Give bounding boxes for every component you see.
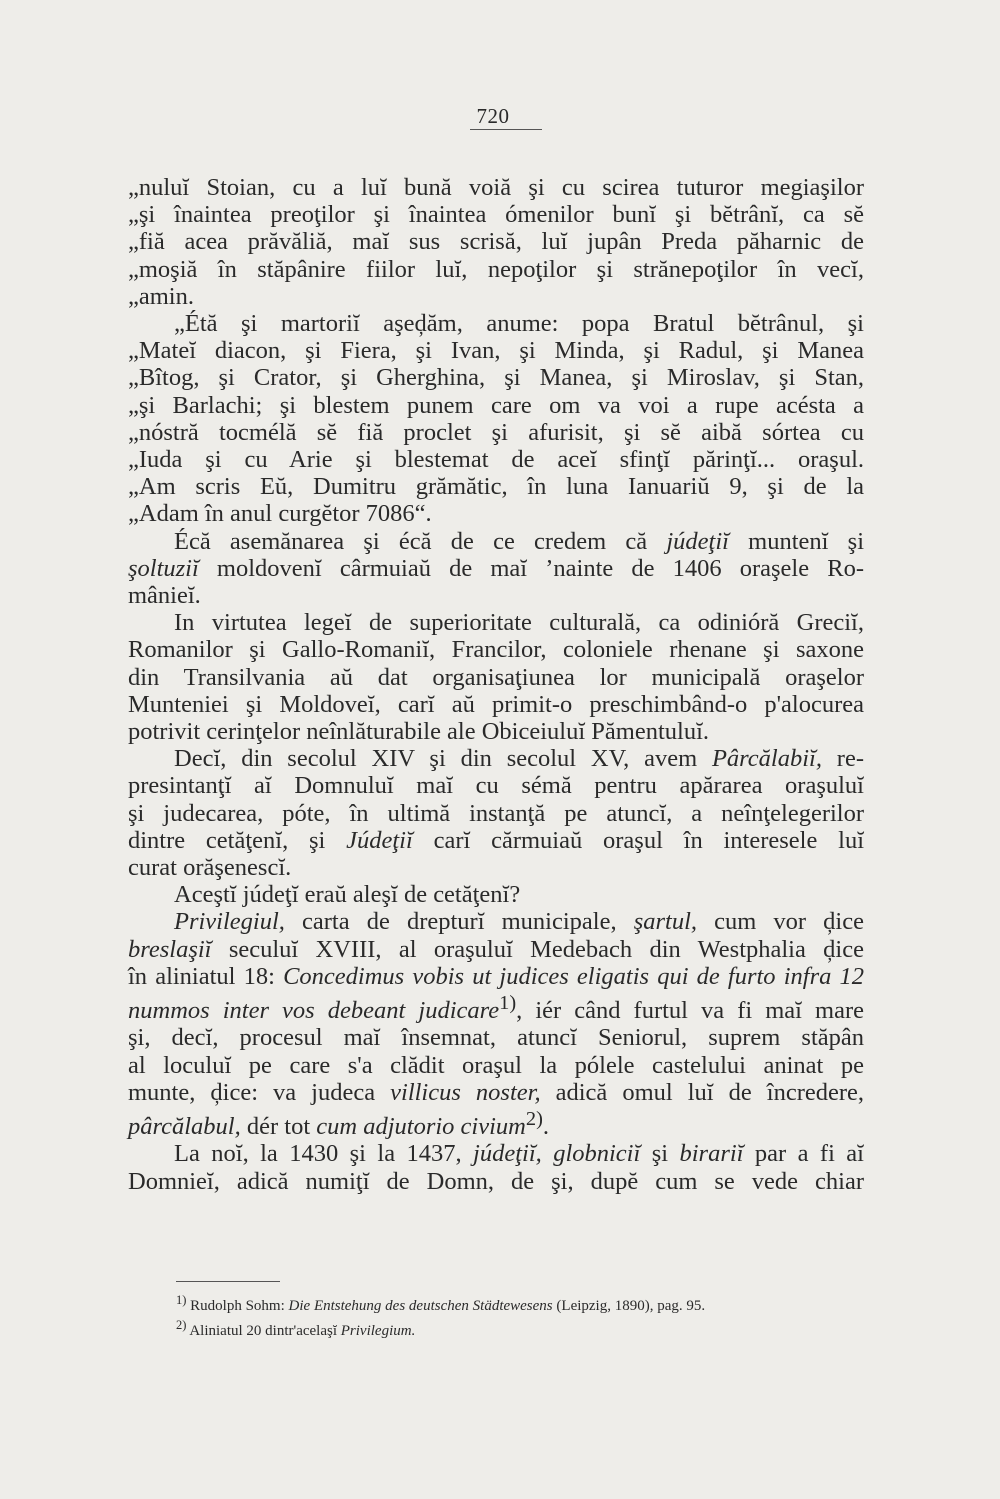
text-line: „Mateĭ diacon, şi Fiera, şi Ivan, şi Minda, şi Radul, şi Manea [128, 337, 864, 365]
text-line: Écă asemănarea şi écă de ce credem că júdeţiĭ muntenĭ şi [174, 527, 864, 555]
text-line: potrivit cerinţelor neînlăturabile ale Obiceiuluĭ Pămentuluĭ. [128, 718, 710, 746]
text-line: „şi înaintea preoţilor şi înaintea ómenilor bunĭ şi bĕtrânĭ, ca sĕ [128, 201, 864, 229]
text-line: breslaşiĭ seculuĭ XVIII, al oraşuluĭ Medebach din Westphalia ḑice [128, 935, 864, 963]
text-line: Privilegiul, carta de drepturĭ municipale, şartul, cum vor ḑice [174, 908, 864, 936]
text-line: „nuluĭ Stoian, cu a luĭ bună voiă şi cu scirea tuturor megiaşilor [128, 174, 864, 201]
text-line: pârcălabul, dér tot cum adjutorio civium$^{2)}$. [128, 1108, 549, 1141]
text-line: şi judecarea, póte, în ultimă instanţă pe atuncĭ, a neînţelegerilor [128, 799, 864, 827]
text-line: La noĭ, la 1430 şi la 1437, júdeţiĭ, globniciĭ şi birariĭ par a fi aĭ [174, 1140, 864, 1168]
text-line: munte, ḑice: va judeca villicus noster, adică omul luĭ de încredere, [128, 1078, 865, 1106]
footnote-rule [176, 1281, 280, 1282]
text-line: In virtutea legeĭ de superioritate culturală, ca odinióră Greciĭ, [174, 609, 864, 637]
text-line: Decĭ, din secolul XIV şi din secolul XV, avem Pârcălabiĭ, re- [174, 745, 864, 773]
text-line: şi, decĭ, procesul maĭ însemnat, atuncĭ Seniorul, suprem stăpân [128, 1024, 864, 1052]
text-line: presintanţĭ aĭ Domnuluĭ maĭ cu sémă pentru apărarea oraşuluĭ [128, 772, 864, 800]
text-line: al loculuĭ pe care s'a clădit oraşul la pólele castelului aninat pe [128, 1051, 864, 1079]
text-line: şoltuziĭ moldovenĭ cârmuiaŭ de maĭ ’nainte de 1406 oraşele Ro- [128, 554, 864, 582]
text-line: „nóstră tocmélă sĕ fiă proclet şi afurisit, şi sĕ aibă sórtea cu [128, 418, 864, 446]
page-number-rule [470, 129, 542, 130]
footnotes [176, 1291, 856, 1341]
text-line: „fiă acea prăvăliă, maĭ sus scrisă, luĭ jupân Preda păharnic de [128, 228, 864, 256]
text-line: Domnieĭ, adică numiţĭ de Domn, de şi, dupĕ cum se vede chiar [128, 1167, 864, 1195]
page-number: 720 [476, 104, 510, 128]
text-line: dintre cetăţenĭ, şi Júdeţiĭ carĭ cărmuiaŭ oraşul în interesele luĭ [128, 826, 864, 854]
text-line: în aliniatul 18: Concedimus vobis ut judices eligatis qui de furto infra 12 [128, 962, 864, 990]
text-line: „Am scris Eŭ, Dumitru grămătic, în luna Ianuariŭ 9, şi de la [128, 473, 864, 501]
text-line: nummos inter vos debeant judicare$^{1)}$, iér când furtul va fi maĭ mare [128, 992, 864, 1025]
text-line: Aceştĭ júdeţĭ eraŭ aleşĭ de cetăţenĭ? [174, 881, 521, 909]
text-line: Munteniei şi Moldoveĭ, carĭ aŭ primit-o preschimbând-o p'alocurea [128, 690, 864, 718]
text-line: „Étă şi martoriĭ aşeḑăm, anume: popa Bratul bĕtrânul, şi [174, 310, 864, 338]
text-line: „Adam în anul curgĕtor 7086“. [128, 500, 432, 528]
text-line: „moşiă în stăpânire fiilor luĭ, nepoţilor şi strănepoţilor în vecĭ, [128, 255, 864, 283]
text-line: „amin. [128, 282, 194, 310]
text-line: din Transilvania aŭ dat organisaţiunea lor municipală oraşelor [128, 663, 864, 691]
footnote: $^{2)}$ Aliniatul 20 dintr'acelaşĭ Privilegium. [176, 1318, 416, 1339]
text-line: Romanilor şi Gallo-Romaniĭ, Francilor, coloniele rhenane şi saxone [128, 636, 864, 664]
body-text [128, 174, 864, 1195]
text-line: mânieĭ. [128, 582, 201, 610]
text-line: „Bîtog, şi Crator, şi Gherghina, şi Manea, şi Miroslav, şi Stan, [128, 364, 864, 392]
text-line: curat orăşenescĭ. [128, 854, 292, 882]
footnote: $^{1)}$ Rudolph Sohm: Die Entstehung des deutschen Städtewesens (Leipzig, 1890), pag. 95. [176, 1293, 706, 1314]
text-line: „Iuda şi cu Arie şi blestemat de aceĭ sfinţĭ părinţĭ... oraşul. [128, 446, 864, 474]
text-line: „şi Barlachi; şi blestem punem care om va voi a rupe acésta a [128, 391, 864, 419]
